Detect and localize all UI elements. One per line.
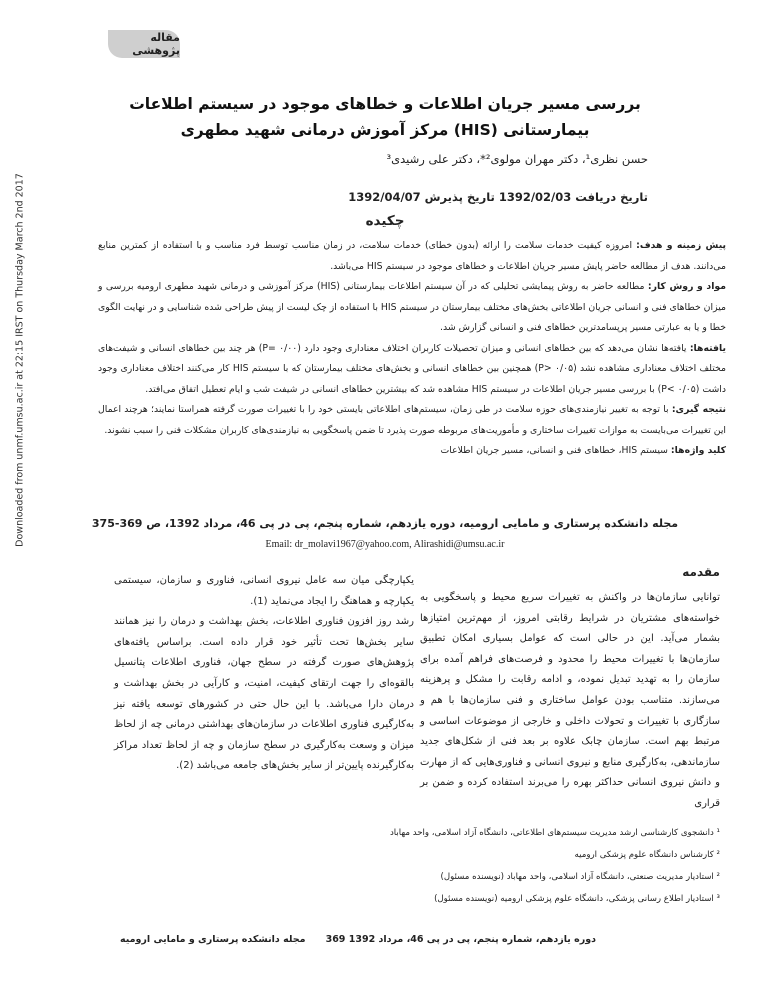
- authors: حسن نظری¹، دکتر مهران مولوی²*، دکتر علی رشیدی³: [386, 152, 648, 166]
- article-type-tag: [108, 30, 180, 58]
- abstract-conclusion: [98, 400, 726, 441]
- footer-journal-name: مجله دانشکده پرستاری و مامایی ارومیه: [120, 934, 306, 945]
- background-label: پیش زمینه و هدف:: [636, 240, 726, 251]
- introduction-left-column: [114, 571, 414, 777]
- footnote-1: ¹ دانشجوی کارشناسی ارشد مدیریت سیستم‌های اطلاعاتی، دانشگاه آزاد اسلامی، واحد مهاباد: [389, 828, 720, 838]
- intro-paragraph-2: یکپارچگی میان سه عامل نیروی انسانی، فناوری و سازمان، سیستمی یکپارچه و هماهنگ را ایجاد می‌نماید (1).: [114, 575, 414, 607]
- journal-citation: مجله دانشکده پرستاری و مامایی ارومیه، دوره یازدهم، شماره پنجم، پی در پی 46، مرداد 1392، ص 369-375: [91, 517, 679, 530]
- footer-issue-info: دوره یازدهم، شماره پنجم، پی در پی 46، مرداد 1392 369: [325, 934, 596, 945]
- intro-paragraph-1: توانایی سازمان‌ها در واکنش به تغییرات سریع محیط و پاسخگویی به خواسته‌های مشتریان در شرایط رقابتی امروز، از مهم‌ترین امتیازها بشمار می‌آید. این در حالی است که عوامل بسیاری امکان تطبیق سازمان‌ها با تغییرات محیط را محدود و فرصت‌های فراهم آمده برای سازمان را به تهدید تبدیل نموده، و ادامه رقابت را مشکل و پرهزینه می‌سازند. متناسب بودن عوامل ساختاری و فنی سازمان‌ها با هم و سازگاری با تغییرات و تحولات داخلی و خارجی از موضوعات اساسی و مرتبط بهم است. سازمان چابک علاوه بر بعد فنی از شکل‌های جدید سازماندهی، به‌کارگیری منابع و نیروی انسانی و فناوری‌هایی که از مهارت و دانش نیروی انسانی حداکثر بهره را می‌برند استفاده کرده و ضمن بر قراری: [420, 592, 720, 809]
- intro-paragraph-3: رشد روز افزون فناوری اطلاعات، بخش بهداشت و درمان را نیز همانند سایر بخش‌ها تحت تأثیر خود قرار داده است. براساس یافته‌های پژوهش‌های صورت گرفته در سطح جهان، فناوری اطلاعات پتانسیل بالقوه‌ای را جهت ارتقای کیفیت، امنیت، و کارآیی در بخش بهداشت و درمان دارا می‌باشد. با این حال حتی در کشورهای توسعه یافته نیز به‌کارگیری فناوری اطلاعات در سازمان‌های بهداشتی درمانی چه از لحاظ میزان و وسعت به‌کارگیری در سطح سازمان و چه از لحاظ تعداد مراکز به‌کارگیرنده پایین‌تر از سایر بخش‌های جامعه می‌باشد (2).: [114, 616, 414, 772]
- contact-email[interactable]: Email: dr_molavi1967@yahoo.com, Alirashidi@umsu.ac.ir: [265, 539, 505, 550]
- footnote-3: ² استادیار مدیریت صنعتی، دانشگاه آزاد اسلامی، واحد مهاباد (نویسنده مسئول): [440, 872, 720, 882]
- abstract-heading: چکیده: [365, 213, 405, 229]
- footnote-4: ³ استادیار اطلاع رسانی پزشکی، دانشگاه علوم پزشکی ارومیه (نویسنده مسئول): [434, 894, 720, 904]
- abstract-results: [98, 339, 726, 401]
- abstract-methods: [98, 277, 726, 339]
- abstract-keywords: [98, 441, 726, 462]
- conclusion-text: با توجه به تغییر نیازمندی‌های حوزه سلامت در طی زمان، سیستم‌های اطلاعاتی بایستی خود را با تغییرات صورت گرفته همراستا نمایند؛ هرچند اعمال این تغییرات می‌بایست به موازات تغییرات ساختاری و مأموریت‌های مربوطه صورت پذیرد تا ضمن پاسخگویی به نیازمندی‌های کاربران مشکلات فنی را سبب نشوند.: [98, 404, 726, 436]
- author-footnotes: [100, 822, 720, 910]
- footnote-2: ² کارشناس دانشگاه علوم پزشکی ارومیه: [574, 850, 720, 860]
- results-label: یافته‌ها:: [689, 342, 726, 354]
- methods-label: مواد و روش کار:: [647, 281, 726, 292]
- keywords-text: سیستم HIS، خطاهای فنی و انسانی، مسیر جریان اطلاعات: [440, 445, 671, 456]
- conclusion-label: نتیجه گیری:: [671, 404, 726, 415]
- keywords-label: کلید واژه‌ها:: [670, 445, 726, 456]
- methods-text: مطالعه حاضر به روش پیمایشی تحلیلی که در آن سیستم اطلاعات بیمارستانی (HIS) مرکز آموزشی و درمانی شهید مطهری ارومیه بررسی و میزان خطاهای فنی و انسانی جریان اطلاعاتی بخش‌های مختلف بیمارستان در سیستم HIS با استفاده از چک لیست از پیش طراحی شده شناسایی و در نهایت الگوی خطا و یا به عبارتی مسیر پرپسامدترین خطاهای فنی و انسانی گزارش شد.: [98, 281, 727, 333]
- title-line-1: بررسی مسیر جریان اطلاعات و خطاهای موجود در سیستم اطلاعات: [129, 95, 641, 113]
- results-text: یافته‌ها نشان می‌دهد که بین خطاهای انسانی و میزان تحصیلات کاربران اختلاف معناداری وجود دارد (P= ۰/۰۰) هر چند بین خطاهای انسانی و شیفت‌های مختلف اختلاف معناداری مشاهده نشد (P> ۰/۰۵) همچنین بین خطاهای انسانی و بخش‌های مختلف بیمارستان که با سیستم HIS کار می‌کنند اختلاف معناداری وجود داشت (P< ۰/۰۵) با بررسی مسیر جریان اطلاعات در سیستم HIS مشاهده شد که بیشترین خطاهای انسانی در شیفت شب و ایام تعطیل اتفاق می‌افتد.: [98, 342, 727, 395]
- title-line-2: بیمارستانی (HIS) مرکز آموزش درمانی شهید مطهری: [180, 121, 590, 139]
- background-text: امروزه کیفیت خدمات سلامت را ارائه (بدون خطای) خدمات سلامت، در زمان مناسب توسط فرد مناسب و با استفاده از کمترین منابع می‌دانند. هدف از مطالعه حاضر پایش مسیر جریان اطلاعات و خطاهای موجود در سیستم HIS می‌باشد.: [98, 240, 726, 272]
- abstract-body: [98, 236, 726, 462]
- article-type-label: مقاله پژوهشی: [132, 31, 180, 57]
- submission-dates: تاریخ دریافت 1392/02/03 تاریخ پذیرش 1392/04/07: [348, 190, 648, 204]
- introduction-heading: مقدمه: [682, 565, 720, 579]
- abstract-background: [98, 236, 726, 277]
- download-watermark-text: Downloaded from unmf.umsu.ac.ir at 22:15 IRST on Thursday March 2nd 2017: [14, 173, 26, 547]
- download-watermark: [8, 80, 32, 640]
- introduction-right-column: [420, 588, 720, 815]
